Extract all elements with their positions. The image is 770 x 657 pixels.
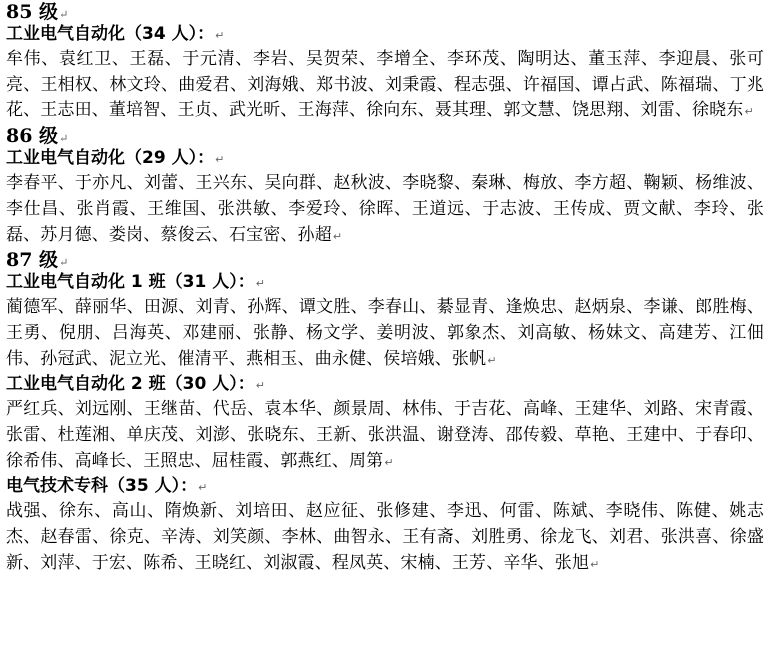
name-list-text: 严红兵、刘远刚、王继苗、代岳、袁本华、颜景周、林伟、于吉花、高峰、王建华、刘路、宋青霞、张雷、杜莲湘、单庆茂、刘澎、张晓东、王新、张洪温、谢登涛、邵传毅、草艳、王建中、于春印、徐希伟、高峰长、王照忠、屈桂霞、郭燕红、周第	[6, 399, 764, 471]
name-list-text: 蔺德军、薛丽华、田源、刘青、孙辉、谭文胜、李春山、綦显青、逢焕忠、赵炳泉、李谦、郎胜梅、王勇、倪朋、吕海英、邓建丽、张静、杨文学、姜明波、郭象杰、刘高敏、杨妹文、高建芳、江佃伟、孙冠武、泥立光、催清平、燕相玉、曲永健、侯培娥、张帆	[6, 297, 764, 369]
name-list	[6, 295, 764, 373]
class-heading-label: 工业电气自动化（34 人）：	[6, 24, 215, 44]
year-heading-86	[6, 125, 764, 147]
class-heading	[6, 373, 764, 395]
name-list	[6, 499, 764, 577]
paragraph-mark-icon: ↵	[332, 229, 343, 243]
class-heading-label: 工业电气自动化 2 班（30 人）：	[6, 374, 255, 395]
paragraph-mark-icon: ↵	[590, 557, 600, 571]
class-heading-label: 工业电气自动化 1 班（31 人）：	[6, 272, 255, 293]
paragraph-mark-icon: ↵	[215, 153, 225, 167]
paragraph-mark-icon: ↵	[59, 132, 69, 146]
paragraph-mark-icon: ↵	[215, 29, 225, 42]
name-list-text: 李春平、于亦凡、刘蕾、王兴东、吴向群、赵秋波、李晓黎、秦琳、梅放、李方超、鞠颖、杨维波、李仕昌、张肖霞、王维国、张洪敏、李爱玲、徐晖、王道远、于志波、王传成、贾文献、李玲、张磊、苏月德、娄岗、蔡俊云、石宝密、孙超	[6, 173, 764, 245]
year-heading-85	[6, 1, 764, 23]
class-heading	[6, 147, 764, 169]
name-list-text: 牟伟、袁红卫、王磊、于元清、李岩、吴贺荣、李增全、李环茂、陶明达、董玉萍、李迎晨、张可亮、王相权、林文玲、曲爱君、刘海娥、郑书波、刘秉霞、程志强、许福国、谭占武、陈福瑞、丁兆花、王志田、董培智、王贞、武光昕、王海萍、徐向东、聂其理、郭文慧、饶思翔、刘雷、徐晓东	[6, 49, 764, 121]
paragraph-mark-icon: ↵	[59, 8, 69, 21]
name-list	[6, 397, 764, 475]
document-page	[6, 1, 764, 578]
paragraph-mark-icon: ↵	[384, 455, 394, 469]
class-heading-label: 工业电气自动化（29 人）：	[6, 148, 215, 169]
paragraph-mark-icon: ↵	[198, 481, 208, 495]
paragraph-mark-icon: ↵	[255, 379, 265, 393]
year-heading-87	[6, 249, 764, 271]
year-label: 86 级	[6, 125, 59, 148]
name-list	[6, 171, 764, 249]
paragraph-mark-icon: ↵	[744, 105, 754, 119]
year-label: 87 级	[6, 249, 59, 272]
year-label: 85 级	[6, 1, 59, 23]
name-list-text: 战强、徐东、高山、隋焕新、刘培田、赵应征、张修建、李迅、何雷、陈斌、李晓伟、陈健、姚志杰、赵春雷、徐克、辛涛、刘笑颜、李林、曲智永、王有斋、刘胜勇、徐龙飞、刘君、张洪喜、徐盛新、刘萍、于宏、陈希、王晓红、刘淑霞、程凤英、宋楠、王芳、辛华、张旭	[6, 501, 764, 573]
class-heading	[6, 475, 764, 497]
class-heading	[6, 271, 764, 293]
paragraph-mark-icon: ↵	[255, 277, 265, 291]
name-list	[6, 47, 764, 125]
class-heading-label: 电气技术专科（35 人）：	[6, 476, 198, 497]
class-heading	[6, 23, 764, 45]
paragraph-mark-icon: ↵	[59, 256, 69, 270]
paragraph-mark-icon: ↵	[487, 353, 497, 367]
